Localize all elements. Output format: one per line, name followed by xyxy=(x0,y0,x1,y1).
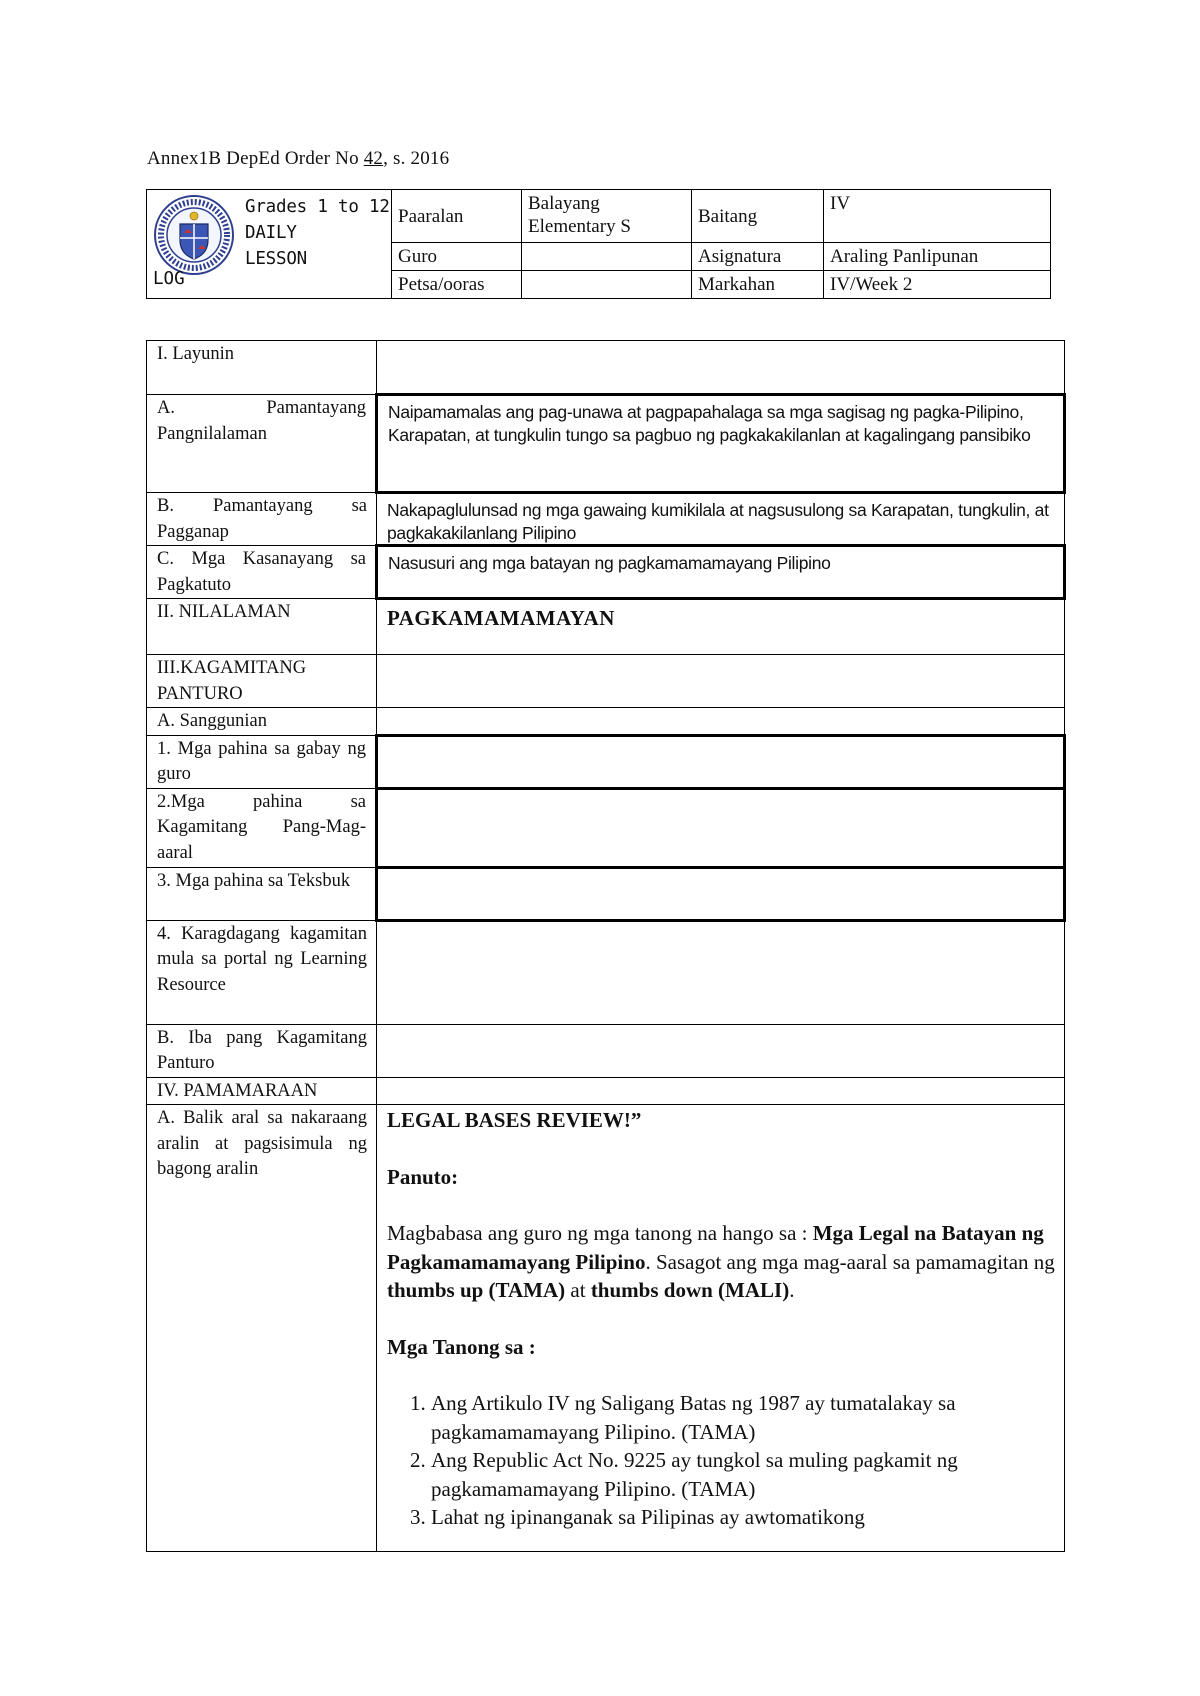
pamantayang-pagganap-label: B. Pamantayang sa Pagganap xyxy=(147,493,377,546)
asignatura-value: Araling Panlipunan xyxy=(824,243,1051,271)
order-number: 42 xyxy=(363,148,384,169)
instruction-source: Mga Legal na Batayan ng Pagkamamamayang Pilipino xyxy=(387,1221,1044,1274)
kasanayang-pagkatuto-value: Nasusuri ang mga batayan ng pagkamamamayang Pilipino xyxy=(377,546,1065,599)
instruction-text: Magbabasa ang guro ng mga tanong na hango sa : xyxy=(387,1221,813,1245)
dll-title xyxy=(245,194,390,272)
balik-aral-label: A. Balik aral sa nakaraang aralin at pagsisimula ng bagong aralin xyxy=(147,1105,377,1552)
log-label: LOG xyxy=(153,269,185,289)
pamantayang-pangnilalaman-value xyxy=(377,395,1065,493)
nilalaman-value: PAGKAMAMAMAYAN xyxy=(377,599,1065,655)
logo-cell xyxy=(147,190,392,299)
question-item: 3. Lahat ng ipinanganak sa Pilipinas ay awtomatikong xyxy=(431,1503,1055,1532)
kagamitang-mag-aaral-value xyxy=(377,788,1065,867)
pamamaraan-value xyxy=(377,1077,1065,1105)
grades-label: Grades 1 to 12 xyxy=(245,197,390,217)
asignatura-label: Asignatura xyxy=(692,243,824,271)
iba-pang-kagamitan-value xyxy=(377,1024,1065,1077)
annex-prefix: Annex1B DepEd Order No xyxy=(147,148,364,169)
lesson-table xyxy=(146,340,1066,1552)
baitang-label: Baitang xyxy=(692,190,824,243)
lesson-title: LEGAL BASES REVIEW!” xyxy=(387,1108,642,1132)
header-table xyxy=(146,189,1051,299)
sanggunian-value xyxy=(377,708,1065,736)
teksbuk-value xyxy=(377,867,1065,920)
teksbuk-label: 3. Mga pahina sa Teksbuk xyxy=(147,867,377,920)
kagamitang-panturo-value xyxy=(377,655,1065,708)
petsa-label: Petsa/ooras xyxy=(392,271,522,299)
deped-seal-icon xyxy=(153,194,235,276)
document-reference xyxy=(147,148,449,170)
instruction-text-3: at xyxy=(565,1278,591,1302)
lesson-label: LESSON xyxy=(245,249,308,269)
markahan-value: IV/Week 2 xyxy=(824,271,1051,299)
pamantayang-pagganap-value: Nakapaglulunsad ng mga gawaing kumikilala at nagsusulong sa Karapatan, tungkulin, at pagkakakilanlang Pilipino xyxy=(377,493,1065,546)
pangnilalaman-text-2: Karapatan, at tungkulin tungo sa pagbuo ng pagkakakilanlan at kagalingang pansibiko xyxy=(388,424,1031,445)
question-item: 1. Ang Artikulo IV ng Saligang Batas ng 1987 ay tumatalakay sa pagkamamamayang Pilipino. (TAMA) xyxy=(431,1389,1055,1446)
layunin-label: I. Layunin xyxy=(147,341,377,395)
daily-label: DAILY xyxy=(245,223,297,243)
question-item: 2. Ang Republic Act No. 9225 ay tungkol sa muling pagkamit ng pagkamamamayang Pilipino. (TAMA) xyxy=(431,1446,1055,1503)
annex-suffix: , s. 2016 xyxy=(383,148,450,169)
karagdagang-kagamitan-label: 4. Karagdagang kagamitan mula sa portal ng Learning Resource xyxy=(147,920,377,1024)
instruction-text-4: . xyxy=(789,1278,795,1302)
question-list xyxy=(387,1389,1055,1532)
petsa-value xyxy=(522,271,692,299)
guro-value xyxy=(522,243,692,271)
pangnilalaman-text-1: Naipamamalas ang pag-unawa at pagpapahalaga sa mga sagisag ng pagka-Pilipino, xyxy=(388,402,1024,422)
instruction-paragraph xyxy=(387,1219,1055,1305)
baitang-value: IV xyxy=(824,190,1051,243)
pamamaraan-label: IV. PAMAMARAAN xyxy=(147,1077,377,1105)
pamantayang-pangnilalaman-label: A. Pamantayang Pangnilalaman xyxy=(147,395,377,493)
paaralan-label: Paaralan xyxy=(392,190,522,243)
sanggunian-label: A. Sanggunian xyxy=(147,708,377,736)
kagamitang-mag-aaral-label: 2.Mga pahina sa Kagamitang Pang-Mag-aaral xyxy=(147,788,377,867)
nilalaman-label: II. NILALAMAN xyxy=(147,599,377,655)
iba-pang-kagamitan-label: B. Iba pang Kagamitang Panturo xyxy=(147,1024,377,1077)
layunin-value xyxy=(377,341,1065,395)
instruction-text-2: . Sasagot ang mga mag-aaral sa pamamagitan ng xyxy=(645,1249,1055,1274)
paaralan-value: Balayang Elementary S xyxy=(522,190,692,243)
tanong-heading: Mga Tanong sa : xyxy=(387,1334,536,1359)
balik-aral-content xyxy=(377,1105,1065,1552)
karagdagang-kagamitan-value xyxy=(377,920,1065,1024)
kagamitang-panturo-label: III.KAGAMITANG PANTURO xyxy=(147,655,377,708)
markahan-label: Markahan xyxy=(692,271,824,299)
thumbs-down-text: thumbs down (MALI) xyxy=(590,1278,790,1302)
gabay-guro-value xyxy=(377,735,1065,788)
kasanayang-pagkatuto-label: C. Mga Kasanayang sa Pagkatuto xyxy=(147,546,377,599)
gabay-guro-label: 1. Mga pahina sa gabay ng guro xyxy=(147,735,377,788)
panuto-heading: Panuto: xyxy=(387,1164,459,1189)
thumbs-up-text: thumbs up (TAMA) xyxy=(387,1278,566,1302)
guro-label: Guro xyxy=(392,243,522,271)
